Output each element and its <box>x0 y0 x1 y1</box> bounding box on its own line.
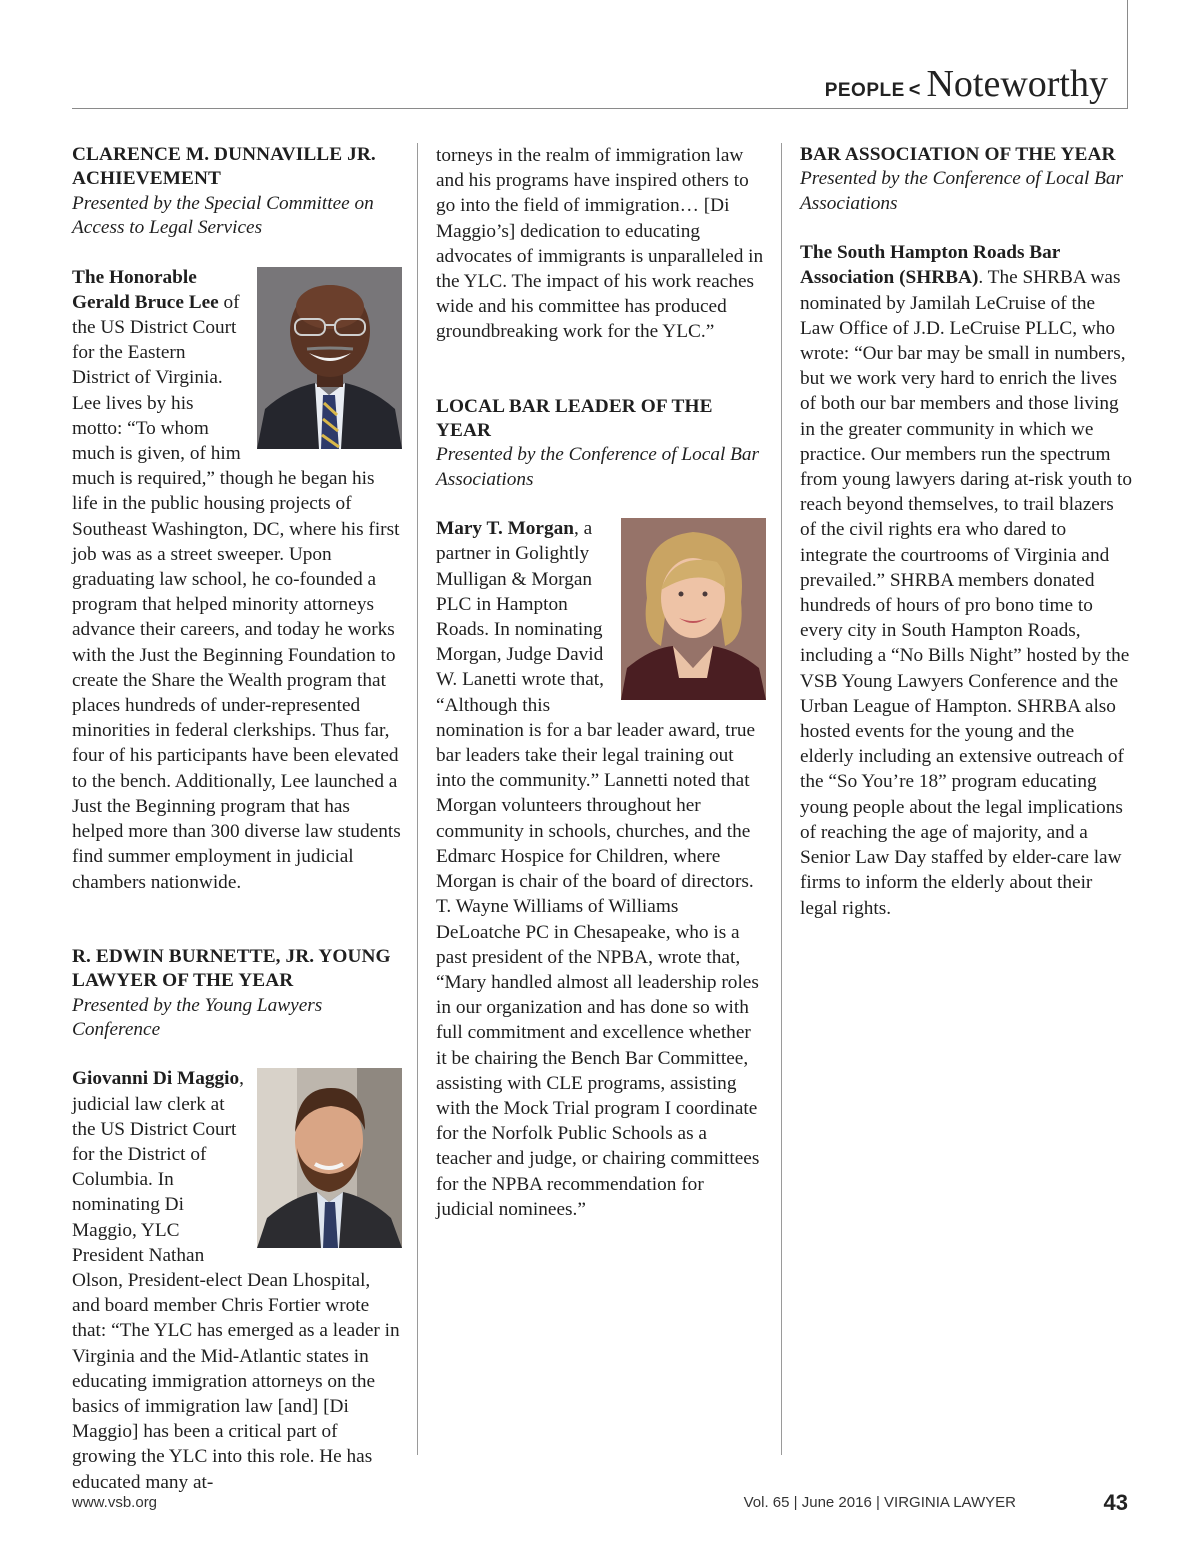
section-chevron: < <box>908 79 921 101</box>
award-presenter: Presented by the Conference of Local Bar Associations <box>436 444 760 490</box>
column-divider <box>781 143 782 1455</box>
header-rule <box>72 108 1128 109</box>
photo-gerald-bruce-lee <box>257 267 402 449</box>
photo-mary-t-morgan <box>621 518 766 700</box>
award-title: R. EDWIN BURNETTE, JR. YOUNG LAWYER OF THE YEAR <box>72 945 391 992</box>
column-1 <box>72 143 402 1495</box>
award-title: BAR ASSOCIATION OF THE YEAR <box>800 144 1116 165</box>
award-presenter: Presented by the Young Lawyers Conference <box>72 994 323 1040</box>
award-presenter: Presented by the Conference of Local Bar Associations <box>800 168 1124 214</box>
department-title: Noteworthy <box>926 63 1108 105</box>
page-number: 43 <box>1103 1490 1128 1515</box>
column-divider <box>417 143 418 1455</box>
footer-url: www.vsb.org <box>72 1494 158 1511</box>
award-text: , judicial law clerk at the US District Court for the District of Columbia. In nominating Di Maggio, YLC President Nathan Olson, President-elect Dean Lhospital, and board member Chris Fortier wrote that: “The YLC has emerged as a leader in Virginia and the Mid-Atlantic states in educating immigration attorneys on the basics of immigration law [and] [Di Maggio] has been a critical part of growing the YLC into this role. He has educated many at- <box>72 1068 400 1493</box>
awardee-name: Mary T. Morgan <box>436 518 574 540</box>
column-3 <box>800 143 1132 921</box>
page-header <box>825 62 1108 106</box>
award-text: of the US District Court for the Eastern District of Virginia. Lee lives by his motto: “To whom much is given, of him much is required,” though he began his life in the public housing projects of Southeast Washington, DC, where his first job was as a street sweeper. Upon graduating law school, he co-founded a program that helped minority attorneys advance their careers, and today he works with the Just the Beginning Foundation to create the Share the Wealth program that places hundreds of under-represented minorities in federal clerkships. Thus far, four of his participants have been elevated to the bench. Additionally, Lee launched a Just the Beginning program that has helped more than 300 diverse law students find summer employment in judicial chambers nationwide. <box>72 291 401 893</box>
award-text: , a partner in Golightly Mulligan & Morgan PLC in Hampton Roads. In nominating Morgan, Judge David W. Lanetti wrote that, “Although this nomination is for a bar leader award, true bar leaders take their legal training out into the community.” Lannetti noted that Morgan volunteers throughout her community in schools, churches, and the Edmarc Hospice for Children, where Morgan is chair of the board of directors. T. Wayne Williams of Williams DeLoatche PC in Chesapeake, who is a past president of the NPBA, wrote that, “Mary handled almost all leadership roles in our organization and has done so with full commitment and excellence whether it be chairing the Bench Bar Committee, assisting with CLE programs, assisting with the Mock Trial program I coordinate for the Norfolk Public Schools as a teacher and judge, or chairing committees for the NPBA recommendation for judicial nominees.” <box>436 518 760 1220</box>
column-2 <box>436 143 766 1222</box>
section-label: PEOPLE <box>824 80 905 101</box>
footer-issue: Vol. 65 | June 2016 | VIRGINIA LAWYER <box>743 1494 1016 1511</box>
awardee-name: The South Hampton Roads Bar Association (SHRBA) <box>800 242 1061 289</box>
awardee-name: The Honorable Gerald Bruce Lee <box>72 266 219 313</box>
photo-giovanni-di-maggio <box>257 1068 402 1248</box>
awardee-name: Giovanni Di Maggio <box>72 1068 240 1090</box>
award-text: . The SHRBA was nominated by Jamilah LeCruise of the Law Office of J.D. LeCruise PLLC, who wrote: “Our bar may be small in numbers, but we work very hard to enrich the lives of both our bar members and those living in the greater community in which we practice. Our members run the spectrum from young lawyers daring at-risk youth to reach beyond themselves, to trail blazers of the civil rights era who dared to integrate the courtrooms of Virginia and prevailed.” SHRBA members donated hundreds of hours of pro bono time to every city in South Hampton Roads, including a “No Bills Night” hosted by the VSB Young Lawyers Conference and the Urban League of Hampton. SHRBA also hosted events for the young and the elderly including an extensive outreach of the “So You’re 18” program educating young people about the legal implications of reaching the age of majority, and a Senior Law Day staffed by elder-care law firms to inform the elderly about their legal rights. <box>800 267 1132 919</box>
header-right-rule <box>1127 0 1128 109</box>
award-presenter: Presented by the Special Committee on Access to Legal Services <box>72 192 374 239</box>
continued-text: torneys in the realm of immigration law and his programs have inspired others to go into the field of immigration… [Di Maggio’s] dedication to educating advocates of immigrants is unparalleled in the YLC. The impact of his work reaches wide and his committee has produced groundbreaking work for the YLC.” <box>436 145 764 343</box>
award-title: LOCAL BAR LEADER OF THE YEAR <box>436 395 713 442</box>
award-title: CLARENCE M. DUNNAVILLE JR. ACHIEVEMENT <box>72 144 376 190</box>
